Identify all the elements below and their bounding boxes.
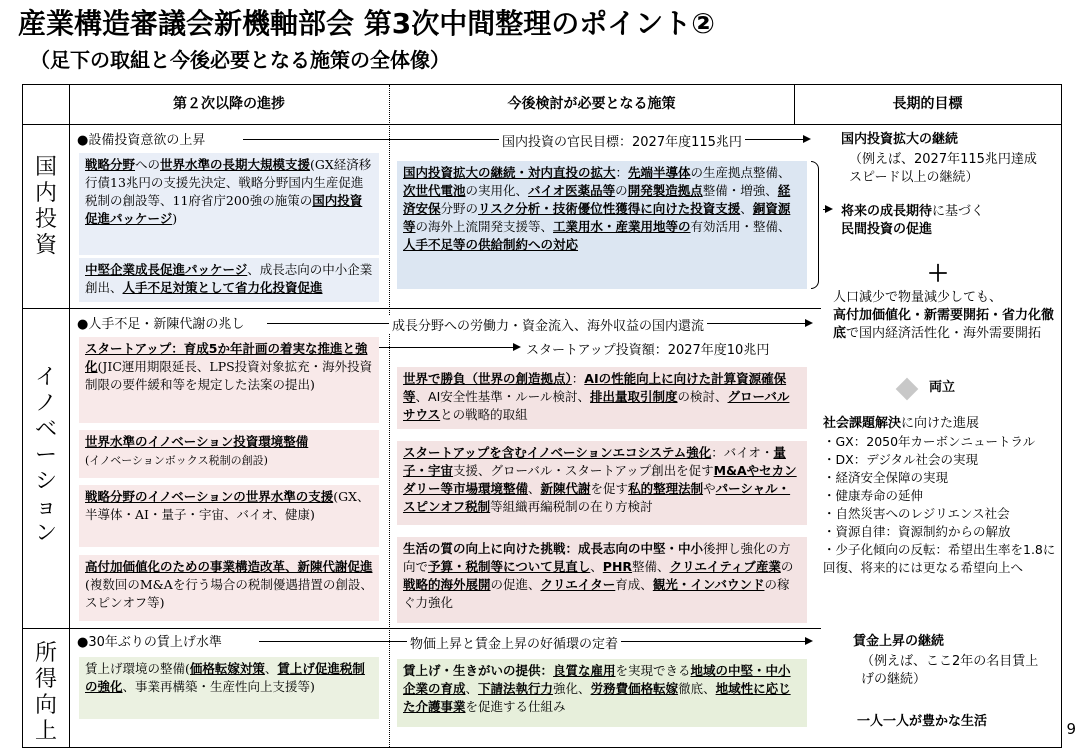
- text: 後押し強化の方向で: [403, 541, 791, 574]
- page-number: 9: [1066, 720, 1076, 738]
- measure-box-innovation-1: [397, 367, 807, 429]
- text: の検討、: [677, 389, 728, 404]
- text: の: [615, 183, 628, 198]
- header-measures: 今後検討が必要となる施策: [507, 96, 676, 112]
- text: 経済安保: [403, 183, 791, 216]
- progress-box-innovation-3: [79, 485, 379, 547]
- text: 地域性に応じた介護事業: [403, 681, 791, 714]
- text: の実用化、: [465, 183, 529, 198]
- text: リスク分析・技術優位性獲得に向けた投資支援: [478, 201, 741, 216]
- text: との戦略的取組: [440, 407, 528, 422]
- social-issue-item: ・健康寿命の延伸: [823, 488, 924, 503]
- text: 社会課題解決: [823, 416, 902, 431]
- measure-box-income: [397, 659, 807, 727]
- page-subtitle: （足下の取組と今後必要となる施策の全体像）: [30, 48, 450, 72]
- text: 支援、グローバル・スタートアップ創出を促す: [453, 463, 714, 478]
- text: (GX、半導体・AI・量子・宇宙、バイオ、健康): [85, 489, 370, 522]
- text: の: [780, 559, 794, 574]
- goal-income-1-sub: （例えば、ここ2年の名目賃上げの継続）: [861, 654, 1039, 687]
- text: 国内投資促進パッケージ: [85, 193, 363, 226]
- bullet-domestic: ●設備投資意欲の上昇: [77, 133, 206, 148]
- text: 等組織再編税制の在り方検討: [490, 499, 653, 514]
- both-label: 両立: [929, 380, 956, 395]
- text: の海外上流開発支援等、: [415, 219, 554, 234]
- row-label-income: 所得向上: [34, 641, 57, 744]
- social-issue-item: ・自然災害へのレジリエンス社会: [823, 506, 1010, 521]
- arrow-text-startup: スタートアップ投資額：2027年度10兆円: [523, 339, 772, 358]
- goal-innovation: [833, 307, 1055, 343]
- text: 地域の中堅・中小企業の育成: [403, 663, 791, 696]
- text: PHR: [602, 559, 633, 574]
- bullet-income: ●30年ぶりの賃上げ水準: [77, 635, 222, 650]
- text: 整備・増強、: [702, 183, 778, 198]
- text: 労務費価格転嫁: [590, 681, 679, 696]
- text: 、: [740, 201, 753, 216]
- social-issues: [823, 415, 1061, 433]
- text: スタートアップ：育成5か年計画の着実な推進と強化: [85, 341, 368, 374]
- text: 下請法執行力: [478, 681, 554, 696]
- text: 将来の成長期待: [841, 204, 933, 219]
- text: に向けた進展: [901, 416, 980, 431]
- text: 、: [590, 559, 603, 574]
- text: クリエイター: [540, 577, 616, 592]
- text: 賃上げ促進税制の強化: [85, 661, 365, 694]
- progress-box-domestic-1: [79, 153, 379, 255]
- header-progress: 第２次以降の進捗: [173, 96, 285, 112]
- text: バイオ医薬品等: [528, 183, 616, 198]
- text: ：: [615, 165, 629, 180]
- text: や: [703, 481, 716, 496]
- text: の生産拠点整備、: [690, 165, 791, 180]
- text: 量子・宇宙: [403, 445, 786, 478]
- text: 予算・税制等について見直し: [428, 559, 591, 574]
- text: 賃上げ環境の整備(: [85, 661, 190, 676]
- text: 私的整理法制: [628, 481, 704, 496]
- text: (JIC運用期限延長、LPS投資対象拡充・海外投資制限の要件緩和等を規定した法案の提出): [85, 359, 373, 392]
- text: 先端半導体: [628, 165, 691, 180]
- page-title: 産業構造審議会新機軸部会 第3次中間整理のポイント②: [18, 7, 715, 40]
- text: 有効活用・整備、: [690, 219, 791, 234]
- text: ：: [571, 371, 585, 386]
- row-divider: [23, 124, 1061, 125]
- text: 、AI安全性基準・ルール検討、: [415, 389, 591, 404]
- text: ): [172, 211, 178, 226]
- text: 民間投資の促進: [841, 222, 933, 237]
- text: スタートアップを含むイノベーションエコシステム強化: [403, 445, 712, 460]
- measure-box-innovation-3: [397, 537, 807, 623]
- text: 、: [264, 661, 278, 676]
- measure-box-domestic: [397, 161, 807, 289]
- social-issue-item: ・経済安全保障の実現: [823, 470, 949, 485]
- text: 高付加価値化のための事業構造改革、新陳代謝促進: [85, 559, 373, 574]
- text: 世界水準の長期大規模支援: [160, 157, 311, 172]
- text: ：バイオ・: [711, 445, 774, 460]
- text: 世界水準のイノベーション投資環境整備: [85, 434, 309, 449]
- overview-table: [22, 84, 1062, 748]
- social-issue-item: ・GX：2050年カーボンニュートラル: [823, 434, 1036, 449]
- social-issue-item: ・資源自律：資源制約からの解放: [823, 524, 1011, 539]
- text: 工業用水・産業用地等の: [553, 219, 691, 234]
- text: 新陳代謝: [540, 481, 591, 496]
- text: への: [135, 157, 161, 172]
- text: で国内経済活性化・海外需要開拓: [846, 326, 1042, 341]
- row-label-innovation: イノベーション: [34, 365, 57, 546]
- text: 銅資源等: [403, 201, 791, 234]
- text: M&Aやセカンダリー等市場環境整備: [403, 463, 797, 496]
- text: (複数回のM&Aを行う場合の税制優遇措置の創設、スピンオフ等): [85, 577, 373, 610]
- text: 育成、: [615, 577, 653, 592]
- text: 人手不足等の供給制約への対応: [403, 237, 579, 252]
- text: 、: [465, 681, 479, 696]
- arrow-text-domestic: 国内投資の官民目標：2027年度115兆円: [499, 131, 745, 150]
- text: 価格転嫁対策: [189, 661, 265, 676]
- bullet-innovation: ●人手不足・新陳代謝の兆し: [77, 317, 245, 332]
- brace: [811, 161, 819, 289]
- progress-box-domestic-2: [79, 258, 379, 302]
- text: 戦略的海外展開: [403, 577, 491, 592]
- text: 戦略分野: [85, 157, 136, 172]
- row-label-domestic: 国内投資: [34, 155, 57, 258]
- progress-box-innovation-2: [79, 430, 379, 478]
- text: 国内投資拡大の継続・対内直投の拡大: [403, 165, 616, 180]
- text: を実現できる: [615, 663, 691, 678]
- text: パーシャル・スピンオフ税制: [403, 481, 791, 514]
- header-goals: 長期的目標: [892, 96, 963, 112]
- both-diamond-icon: [896, 378, 919, 401]
- goal-income-1: 賃金上昇の継続: [853, 634, 945, 649]
- goal-domestic-2: [841, 203, 1051, 239]
- text: 世界で勝負（世界の創造拠点）: [403, 371, 572, 386]
- progress-box-innovation-4: [79, 555, 379, 621]
- text: 分野の: [440, 201, 479, 216]
- goal-arrow: [823, 209, 831, 210]
- arrow-text-innovation: 成長分野への労働力・資金流入、海外収益の国内還流: [389, 315, 707, 334]
- social-issues-list: [823, 433, 1061, 577]
- text: 中堅企業成長促進パッケージ: [85, 262, 248, 277]
- plus-sign: ＋: [927, 262, 950, 287]
- progress-box-income: [79, 657, 379, 719]
- measure-box-innovation-2: [397, 441, 807, 525]
- text: クリエイティブ産業: [669, 559, 781, 574]
- text: 人手不足対策として省力化投資促進: [122, 280, 323, 295]
- goal-domestic-1: 国内投資拡大の継続: [841, 132, 959, 147]
- text: 開発製造拠点: [627, 183, 703, 198]
- text: の促進、: [490, 577, 541, 592]
- text: を促進する仕組み: [465, 699, 566, 714]
- social-issue-item: ・DX：デジタル社会の実現: [823, 452, 978, 467]
- goal-domestic-1-sub: （例えば、2027年115兆円達成スピード以上の継続）: [849, 152, 1037, 185]
- text: (GX経済移行債13兆円の支援先決定、戦略分野国内生産促進税制の創設等、11府省庁200強の施策の: [85, 157, 372, 208]
- text: に基づく: [932, 204, 985, 219]
- arrow-text-income: 物価上昇と賃金上昇の好循環の定着: [407, 633, 621, 652]
- arrow-startup: [367, 347, 519, 348]
- text: を促す: [590, 481, 629, 496]
- text: 生活の質の向上に向けた挑戦：成長志向の中堅・中小: [403, 541, 704, 556]
- row-divider: [23, 308, 821, 309]
- text: の稼ぐ力強化: [403, 577, 790, 610]
- col-divider-dotted: [389, 85, 390, 747]
- text: 賃上げ・生きがいの提供：: [403, 663, 554, 678]
- col-divider: [69, 85, 70, 747]
- goal-innovation-intro: 人口減少で物量減少しても、: [833, 290, 1003, 305]
- text: 整備、: [632, 559, 670, 574]
- text: 、成長志向の中小企業創出、: [85, 262, 373, 295]
- text: (イノベーションボックス税制の創設): [85, 454, 268, 467]
- text: 、: [528, 481, 541, 496]
- text: 戦略分野のイノベーションの世界水準の支援: [85, 489, 334, 504]
- progress-box-innovation-1: [79, 337, 379, 423]
- text: グローバルサウス: [403, 389, 790, 422]
- text: 観光・インバウンド: [652, 577, 765, 592]
- text: 排出量取引制度: [590, 389, 678, 404]
- text: 次世代電池: [403, 183, 466, 198]
- text: 強化、: [553, 681, 591, 696]
- text: 徹底、: [678, 681, 716, 696]
- text: 高付加価値化・新需要開拓・省力化徹底: [833, 308, 1055, 341]
- goal-income-2: 一人一人が豊かな生活: [857, 714, 988, 729]
- text: 、事業再構築・生産性向上支援等): [122, 679, 315, 694]
- text: AIの性能向上に向けた計算資源確保等: [403, 371, 787, 404]
- row-divider: [23, 628, 821, 629]
- social-issue-item: ・少子化傾向の反転：希望出生率を1.8に回復、将来的には更なる希望向上へ: [823, 542, 1056, 575]
- text: 良質な雇用: [553, 663, 616, 678]
